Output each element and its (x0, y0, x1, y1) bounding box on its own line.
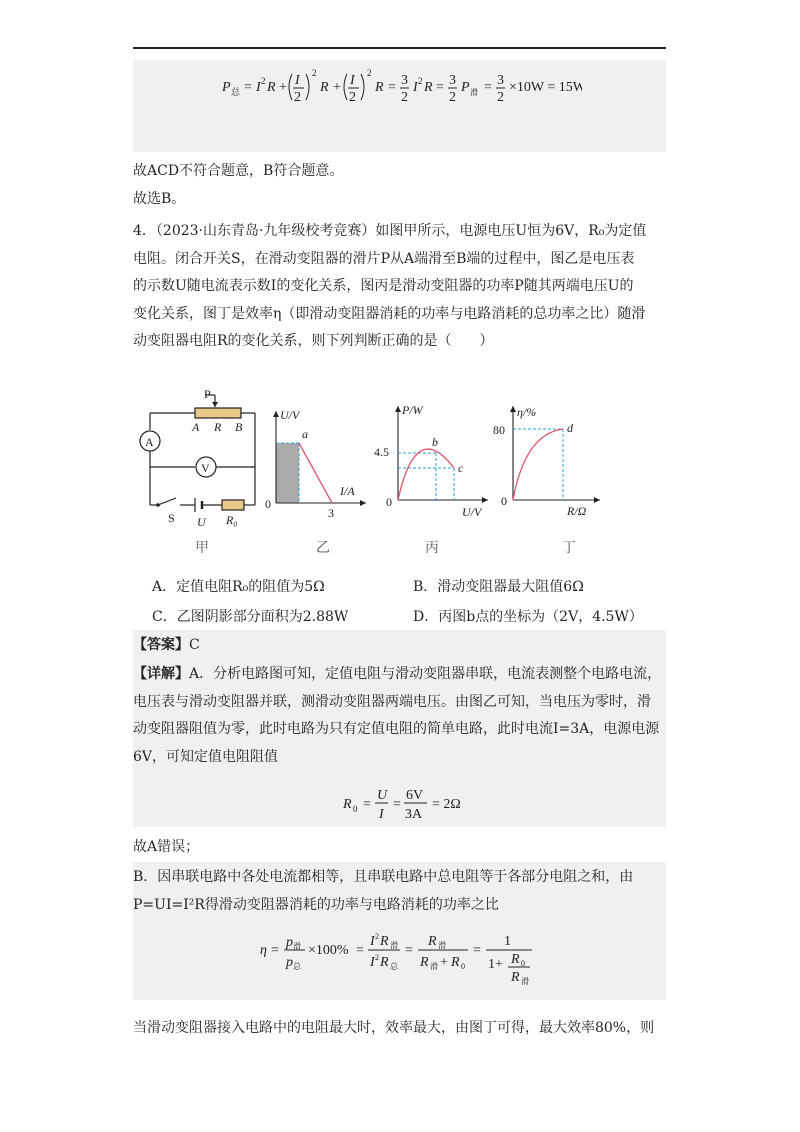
option-a: A．定值电阻R₀的阻值为5Ω (152, 579, 325, 595)
yi-xlabel: I/A (340, 484, 355, 498)
svg-text:3: 3 (401, 73, 408, 88)
svg-text:=: = (436, 80, 444, 95)
svg-text:3A: 3A (405, 807, 423, 822)
detail-line: 动变阻器阻值为零，此时电路为只有定值电阻的简单电路，此时电流I=3A，电源电源 (133, 721, 660, 737)
detail-line (133, 661, 666, 689)
voltmeter-icon: V (201, 461, 210, 475)
svg-text:3: 3 (497, 73, 504, 88)
svg-text:总: 总 (293, 962, 301, 971)
svg-text:=: = (356, 943, 364, 958)
answer-label: 【答案】 (133, 637, 189, 653)
svg-text:=: = (244, 80, 252, 95)
svg-text:R: R (380, 955, 389, 970)
label-B-end: B (235, 420, 243, 434)
svg-text:= 2Ω: = 2Ω (432, 797, 461, 812)
bing-point-c: c (458, 461, 464, 475)
option-b: B．滑动变阻器最大阻值6Ω (413, 579, 584, 595)
svg-text:2: 2 (375, 932, 379, 941)
svg-text:R: R (511, 952, 520, 967)
svg-text:2: 2 (449, 90, 456, 105)
svg-text:R: R (511, 970, 520, 985)
svg-text:R: R (424, 80, 433, 95)
svg-text:2: 2 (401, 90, 408, 105)
svg-text:I: I (379, 807, 384, 822)
bing-ytick: 4.5 (374, 445, 389, 459)
svg-text:p: p (286, 955, 293, 970)
svg-text:I: I (413, 80, 418, 95)
question-text (133, 218, 666, 356)
yi-point-a: a (302, 427, 308, 441)
svg-text:1: 1 (504, 934, 511, 949)
svg-text:I: I (256, 80, 261, 95)
svg-text:滑: 滑 (470, 88, 478, 97)
svg-text:R: R (380, 934, 389, 949)
yi-ylabel: U/V (280, 408, 300, 422)
svg-text:2: 2 (294, 90, 301, 105)
svg-text:=: = (271, 943, 279, 958)
yi-origin: 0 (265, 497, 271, 511)
caption-ding: 丁 (562, 540, 576, 556)
yi-xtick-3: 3 (328, 506, 334, 520)
caption-jia: 甲 (195, 540, 209, 556)
svg-text:I: I (370, 934, 375, 949)
svg-text:P: P (222, 80, 231, 95)
answer-line (133, 632, 666, 659)
svg-text:2: 2 (497, 90, 504, 105)
ammeter-icon: A (145, 435, 154, 449)
option-c: C．乙图阴影部分面积为2.88W (152, 609, 349, 625)
svg-text:=: = (388, 80, 396, 95)
svg-text:R: R (320, 80, 329, 95)
bing-ylabel: P/W (402, 403, 423, 417)
last-line: 当滑动变阻器接入电路中的电阻最大时，效率最大，由图丁可得，最大效率80%，则 (133, 1020, 655, 1036)
a-wrong-line: 故A错误； (133, 839, 200, 855)
chart-ding (485, 402, 605, 522)
detail-line: 6V，可知定值电阻阻值 (133, 748, 279, 765)
circuit-diagram (130, 385, 265, 555)
svg-text:R: R (375, 80, 384, 95)
svg-text:0: 0 (521, 959, 525, 968)
question-line: 动变阻器电阻R的变化关系，则下列判断正确的是（ ） (133, 333, 494, 349)
detail-line: 电压表与滑动变阻器并联，测滑动变阻器两端电压。由图乙可知，当电压为零时，滑 (133, 693, 651, 710)
svg-text:6V: 6V (406, 788, 424, 803)
label-A-end: A (192, 420, 200, 434)
svg-text:2: 2 (349, 90, 356, 105)
svg-text:R: R (343, 797, 352, 812)
svg-text:I: I (350, 73, 355, 88)
svg-text:+: + (333, 80, 341, 95)
ding-ylabel: η/% (517, 405, 537, 419)
svg-text:滑: 滑 (521, 977, 529, 986)
label-P: P (204, 387, 211, 401)
label-S: S (168, 511, 175, 525)
svg-text:2: 2 (375, 953, 379, 962)
svg-text:2: 2 (261, 76, 266, 86)
svg-text:总: 总 (390, 962, 398, 971)
svg-text:=: = (473, 943, 481, 958)
question-line: 电阻。闭合开关S，在滑动变阻器的滑片P从A端滑至B端的过程中，图乙是电压表 (133, 250, 635, 267)
chart-bing (368, 400, 493, 522)
label-U: U (197, 515, 206, 529)
svg-text:2: 2 (312, 68, 317, 78)
svg-text:×100%: ×100% (308, 943, 349, 958)
detail-line-text: A．分析电路图可知，定值电阻与滑动变阻器串联，电流表测整个电路电流， (189, 666, 662, 682)
equation-eta (260, 928, 540, 992)
bing-point-b: b (432, 435, 438, 449)
label-R0: R₀ (226, 513, 238, 527)
svg-text:I: I (370, 955, 375, 970)
header-rule (133, 47, 666, 49)
caption-bing: 丙 (425, 540, 439, 556)
svg-text:=: = (393, 797, 401, 812)
ding-ytick: 80 (493, 423, 505, 437)
question-line: 4．（2023·山东青岛·九年级校考竞赛）如图甲所示，电源电压U恒为6V，R₀为定值 (133, 223, 647, 239)
svg-text:U: U (377, 788, 388, 803)
caption-yi: 乙 (316, 540, 330, 556)
detail-b-text (133, 864, 666, 919)
svg-text:=: = (363, 797, 371, 812)
question-line: 变化关系，图丁是效率η（即滑动变阻器消耗的功率与电路消耗的总功率之比）随滑 (133, 305, 646, 322)
chart-yi (262, 405, 372, 520)
svg-text:P: P (461, 80, 470, 95)
svg-text:0: 0 (461, 962, 465, 971)
equation-r0 (343, 782, 463, 830)
svg-text:2: 2 (418, 76, 423, 86)
svg-text:=: = (405, 943, 413, 958)
svg-text:0: 0 (353, 804, 358, 814)
question-line: 的示数U随电流表示数I的变化关系，图丙是滑动变阻器的功率P随其两端电压U的 (133, 278, 634, 294)
ding-origin: 0 (501, 494, 507, 508)
svg-text:1+: 1+ (488, 957, 503, 972)
ding-xlabel: R/Ω (567, 504, 587, 518)
detail-label: 【详解】 (133, 666, 189, 682)
svg-text:2: 2 (367, 68, 372, 78)
ding-point-d: d (567, 421, 573, 435)
bing-origin: 0 (386, 495, 392, 509)
svg-text:I: I (295, 73, 300, 88)
equation-power (222, 62, 582, 116)
svg-text:滑: 滑 (390, 941, 398, 950)
svg-text:η: η (260, 943, 267, 958)
detail-b-line: B．因串联电路中各处电流都相等，且串联电路中总电阻等于各部分电阻之和，由 (133, 869, 634, 885)
svg-text:3: 3 (449, 73, 456, 88)
answer-value: C (189, 637, 200, 653)
svg-text:滑: 滑 (293, 942, 301, 951)
svg-text:R: R (428, 934, 437, 949)
detail-a-text (133, 661, 666, 771)
svg-text:+: + (279, 80, 287, 95)
svg-text:滑: 滑 (430, 962, 438, 971)
svg-text:R: R (267, 80, 276, 95)
detail-b-line: P=UI=I²R得滑动变阻器消耗的功率与电路消耗的功率之比 (133, 896, 499, 913)
svg-text:+: + (440, 955, 448, 970)
conclusion-line: 故ACD不符合题意，B符合题意。 (133, 163, 344, 179)
choice-line: 故选B。 (133, 191, 186, 207)
svg-text:总: 总 (231, 87, 241, 97)
svg-text:R: R (451, 955, 460, 970)
svg-text:p: p (286, 935, 293, 950)
svg-text:滑: 滑 (438, 941, 446, 950)
option-d: D．丙图b点的坐标为（2V，4.5W） (413, 609, 643, 625)
svg-text:×10W = 15W: ×10W = 15W (509, 80, 582, 95)
bing-xlabel: U/V (462, 505, 482, 519)
svg-text:=: = (484, 80, 492, 95)
svg-text:R: R (420, 955, 429, 970)
label-R: R (214, 420, 222, 434)
